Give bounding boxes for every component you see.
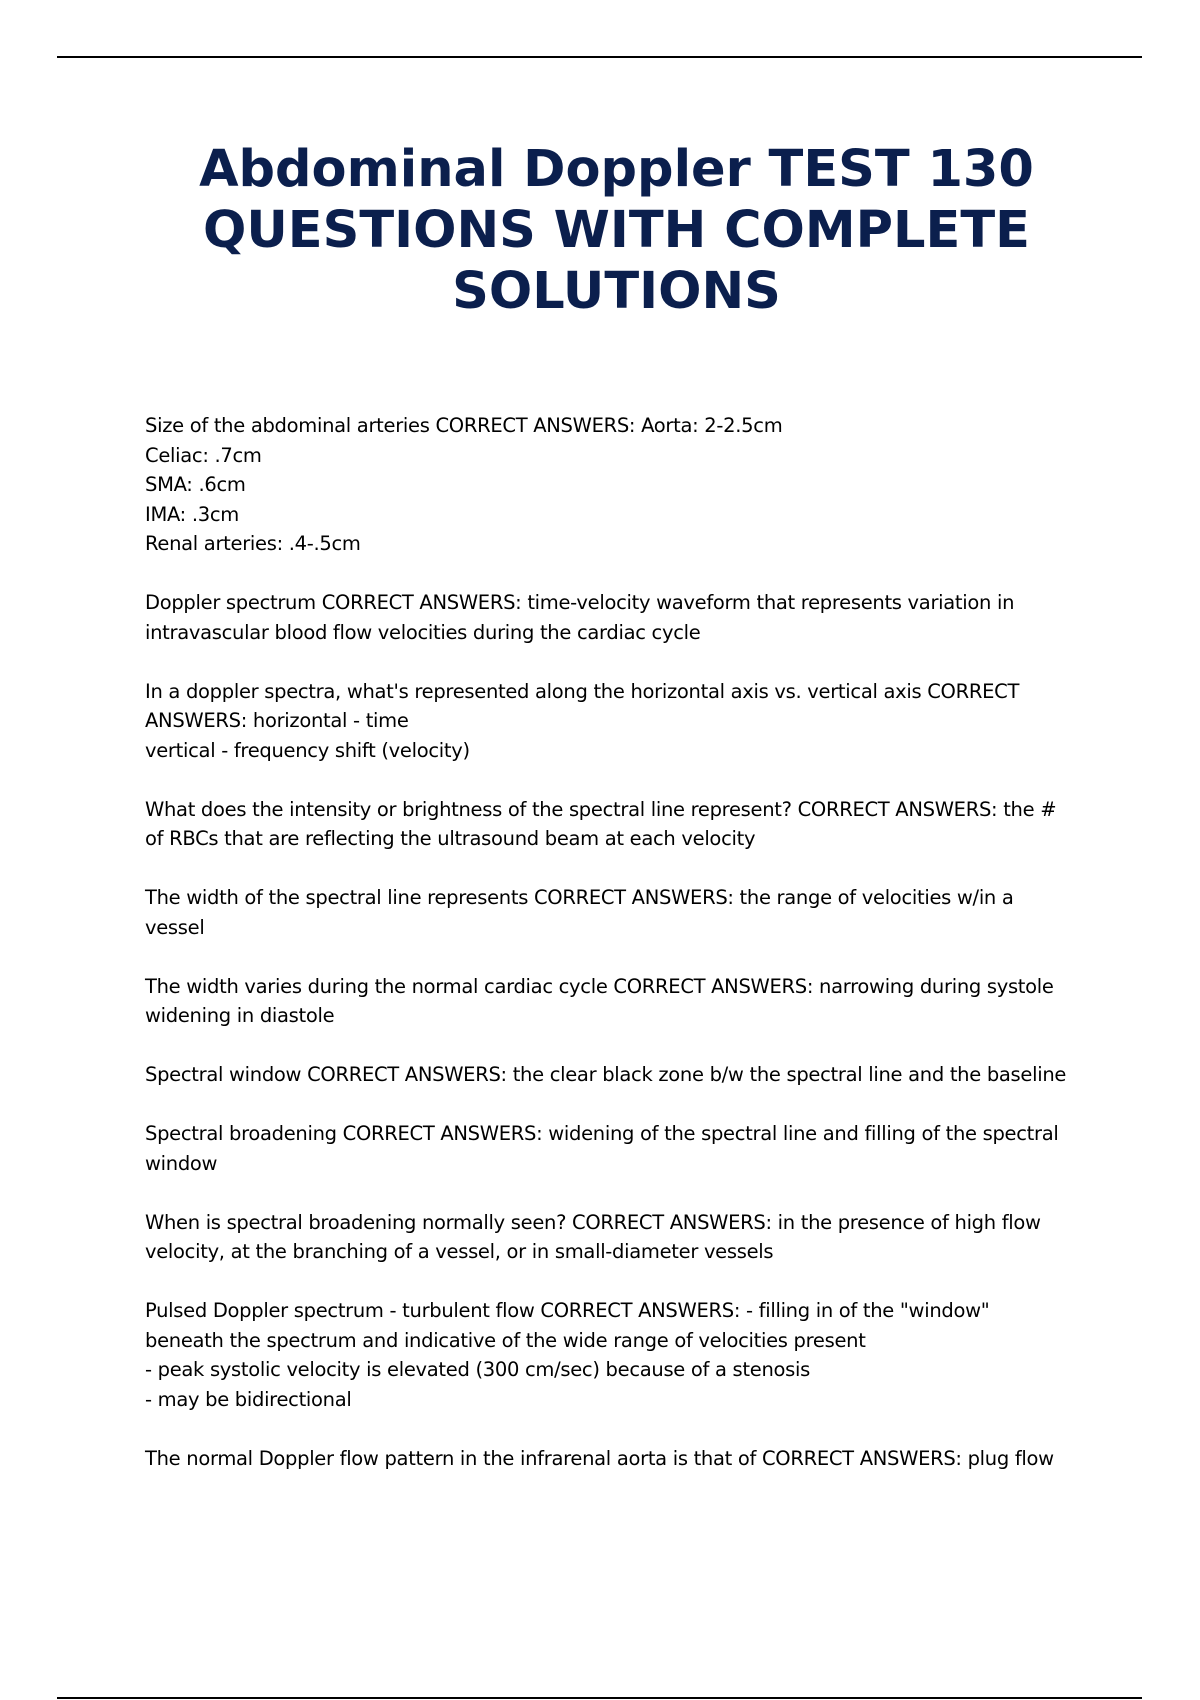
qa-line: Doppler spectrum CORRECT ANSWERS: time-velocity waveform that represents variation in <box>145 591 1015 614</box>
top-horizontal-rule <box>57 56 1142 58</box>
qa-line: The width varies during the normal cardiac cycle CORRECT ANSWERS: narrowing during systole <box>145 974 1054 998</box>
qa-line: ANSWERS: horizontal - time <box>145 709 409 732</box>
qa-line: intravascular blood flow velocities during the cardiac cycle <box>145 620 701 644</box>
document-title <box>120 139 1113 322</box>
title-line-2: QUESTIONS WITH COMPLETE <box>203 201 1030 260</box>
qa-line: Renal arteries: .4-.5cm <box>145 532 361 555</box>
qa-line: vertical - frequency shift (velocity) <box>145 738 470 762</box>
qa-line: Celiac: .7cm <box>145 443 262 467</box>
qa-line: vessel <box>145 915 205 939</box>
qa-entry-intensity <box>145 795 1103 854</box>
title-line-1: Abdominal Doppler TEST 130 <box>199 140 1034 199</box>
qa-line: Spectral broadening CORRECT ANSWERS: widening of the spectral line and filling of the spectral <box>145 1122 1059 1145</box>
qa-entry-width-variation <box>145 972 1103 1031</box>
qa-line: The normal Doppler flow pattern in the infrarenal aorta is that of CORRECT ANSWERS: plug flow <box>145 1446 1054 1470</box>
qa-entry-turbulent-flow <box>145 1296 1103 1414</box>
qa-line: Size of the abdominal arteries CORRECT ANSWERS: Aorta: 2-2.5cm <box>145 414 783 437</box>
qa-line: IMA: .3cm <box>145 502 239 526</box>
qa-entry-doppler-spectrum <box>145 588 1103 647</box>
qa-line: velocity, at the branching of a vessel, or in small-diameter vessels <box>145 1240 774 1263</box>
qa-line: SMA: .6cm <box>145 473 246 496</box>
qa-line: window <box>145 1151 218 1175</box>
qa-line: - may be bidirectional <box>145 1387 352 1411</box>
qa-entry-line-width <box>145 883 1103 942</box>
qa-line: - peak systolic velocity is elevated (300 cm/sec) because of a stenosis <box>145 1358 810 1381</box>
qa-line: widening in diastole <box>145 1004 335 1027</box>
title-line-3: SOLUTIONS <box>452 262 781 321</box>
qa-line: In a doppler spectra, what's represented along the horizontal axis vs. vertical axis CORRECT <box>145 679 1020 703</box>
qa-line: Pulsed Doppler spectrum - turbulent flow CORRECT ANSWERS: - filling in of the "window" <box>145 1299 990 1322</box>
qa-line: What does the intensity or brightness of the spectral line represent? CORRECT ANSWERS: the # <box>145 797 1057 821</box>
qa-line: When is spectral broadening normally seen? CORRECT ANSWERS: in the presence of high flow <box>145 1210 1041 1234</box>
qa-entry-broadening-seen <box>145 1208 1103 1267</box>
bottom-horizontal-rule <box>57 1697 1142 1699</box>
qa-line: beneath the spectrum and indicative of the wide range of velocities present <box>145 1328 866 1352</box>
qa-line: Spectral window CORRECT ANSWERS: the clear black zone b/w the spectral line and the baseline <box>145 1063 1067 1086</box>
qa-entry-spectral-window <box>145 1060 1103 1090</box>
qa-entry-abdominal-artery-sizes <box>145 411 1103 559</box>
document-body <box>145 411 1103 1503</box>
qa-entry-infrarenal-aorta <box>145 1444 1103 1474</box>
qa-line: of RBCs that are reflecting the ultrasound beam at each velocity <box>145 827 756 850</box>
qa-entry-spectral-broadening <box>145 1119 1103 1178</box>
qa-entry-axes <box>145 677 1103 766</box>
qa-line: The width of the spectral line represents CORRECT ANSWERS: the range of velocities w/in a <box>145 886 1014 909</box>
